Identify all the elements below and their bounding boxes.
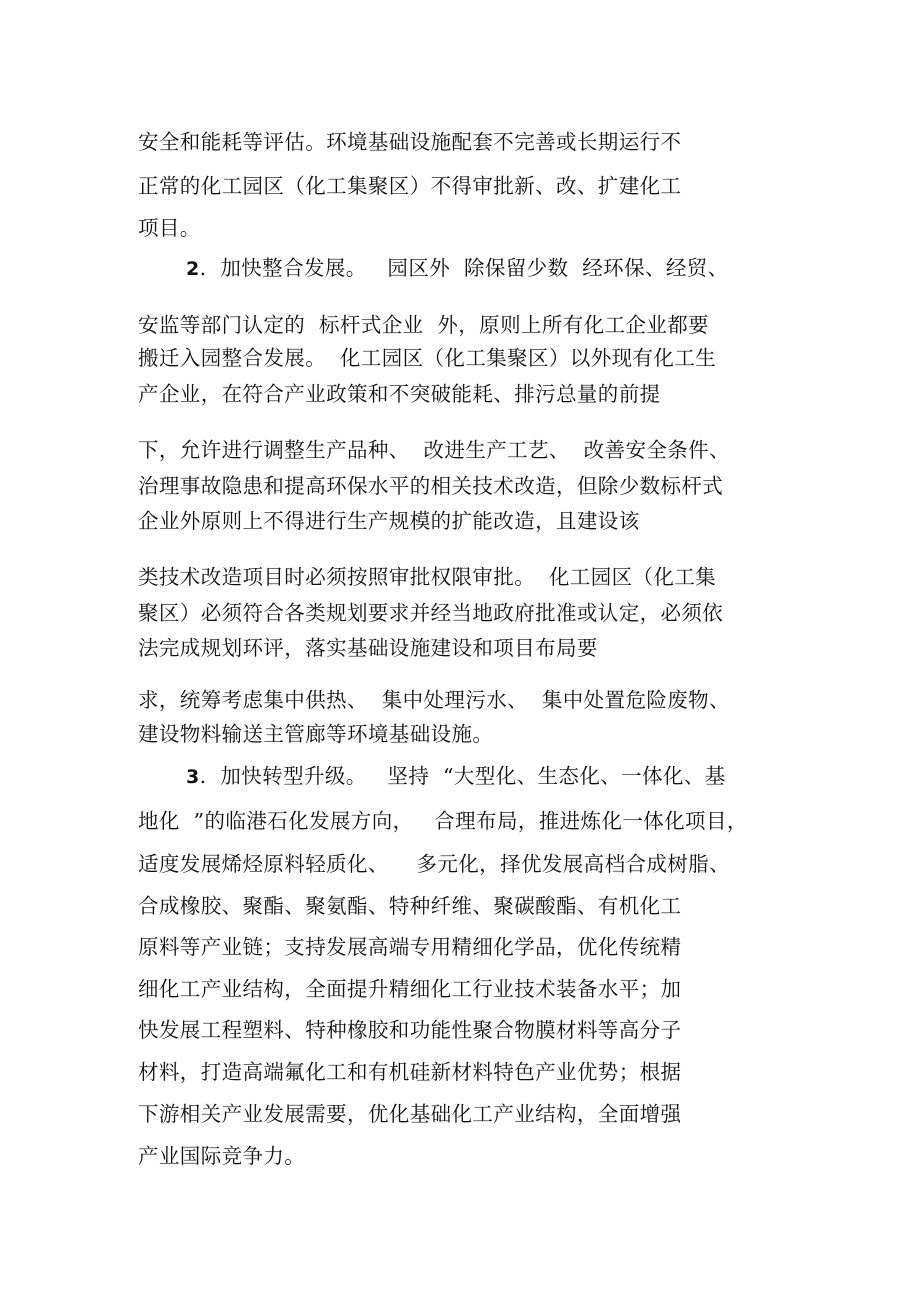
text-line: 适度发展烯烃原料轻质化、 多元化，择优发展高档合成树脂、: [138, 852, 730, 876]
text-line: 地化 ”的临港石化发展方向， 合理布局，推进炼化一体化项目，: [138, 809, 748, 833]
text-line: 法完成规划环评，落实基础设施建设和项目布局要: [138, 636, 598, 660]
text-line: . 加快整合发展。 园区外 除保留少数 经环保、经贸、: [199, 256, 729, 280]
text-line: 原料等产业链；支持发展高端专用精细化学品，优化传统精: [138, 935, 682, 959]
text-line: 快发展工程塑料、特种橡胶和功能性聚合物膜材料等高分子: [138, 1018, 682, 1042]
text-line: 项目。: [138, 216, 201, 240]
text-line: 企业外原则上不得进行生产规模的扩能改造，且建设该: [138, 509, 640, 533]
text-line: 细化工产业结构，全面提升精细化工行业技术装备水平；加: [138, 977, 682, 1001]
text-line: 建设物料输送主管廊等环境基础设施。: [138, 722, 494, 746]
section-2-heading: [186, 256, 729, 281]
text-line: 正常的化工园区（化工集聚区）不得审批新、改、扩建化工: [138, 174, 682, 198]
text-line: 产业国际竞争力。: [138, 1144, 306, 1168]
text-line: . 加快转型升级。 坚持 “大型化、生态化、一体化、基: [199, 764, 726, 788]
text-line: 聚区）必须符合各类规划要求并经当地政府批准或认定，必须依: [138, 601, 724, 625]
text-line: 求，统筹考虑集中供热、 集中处理污水、 集中处置危险废物、: [138, 688, 730, 712]
text-line: 安全和能耗等评估。环境基础设施配套不完善或长期运行不: [138, 130, 682, 154]
text-line: 安监等部门认定的 标杆式企业 外，原则上所有化工企业都要: [138, 313, 710, 337]
section-number: 2: [186, 258, 200, 280]
text-line: 类技术改造项目时必须按照审批权限审批。 化工园区（化工集: [138, 565, 717, 589]
section-3-heading: [186, 764, 726, 789]
text-line: 下游相关产业发展需要，优化基础化工产业结构，全面增强: [138, 1102, 682, 1126]
text-line: 合成橡胶、聚酯、聚氨酯、特种纤维、聚碳酸酯、有机化工: [138, 894, 682, 918]
section-number: 3: [186, 766, 200, 788]
text-line: 搬迁入园整合发展。 化工园区（化工集聚区）以外现有化工生: [138, 346, 717, 370]
text-line: 治理事故隐患和提高环保水平的相关技术改造，但除少数标杆式: [138, 474, 724, 498]
text-line: 产企业，在符合产业政策和不突破能耗、排污总量的前提: [138, 382, 661, 406]
text-line: 下，允许进行调整生产品种、 改进生产工艺、 改善安全条件、: [138, 438, 730, 462]
text-line: 材料，打造高端氟化工和有机硅新材料特色产业优势；根据: [138, 1060, 682, 1084]
